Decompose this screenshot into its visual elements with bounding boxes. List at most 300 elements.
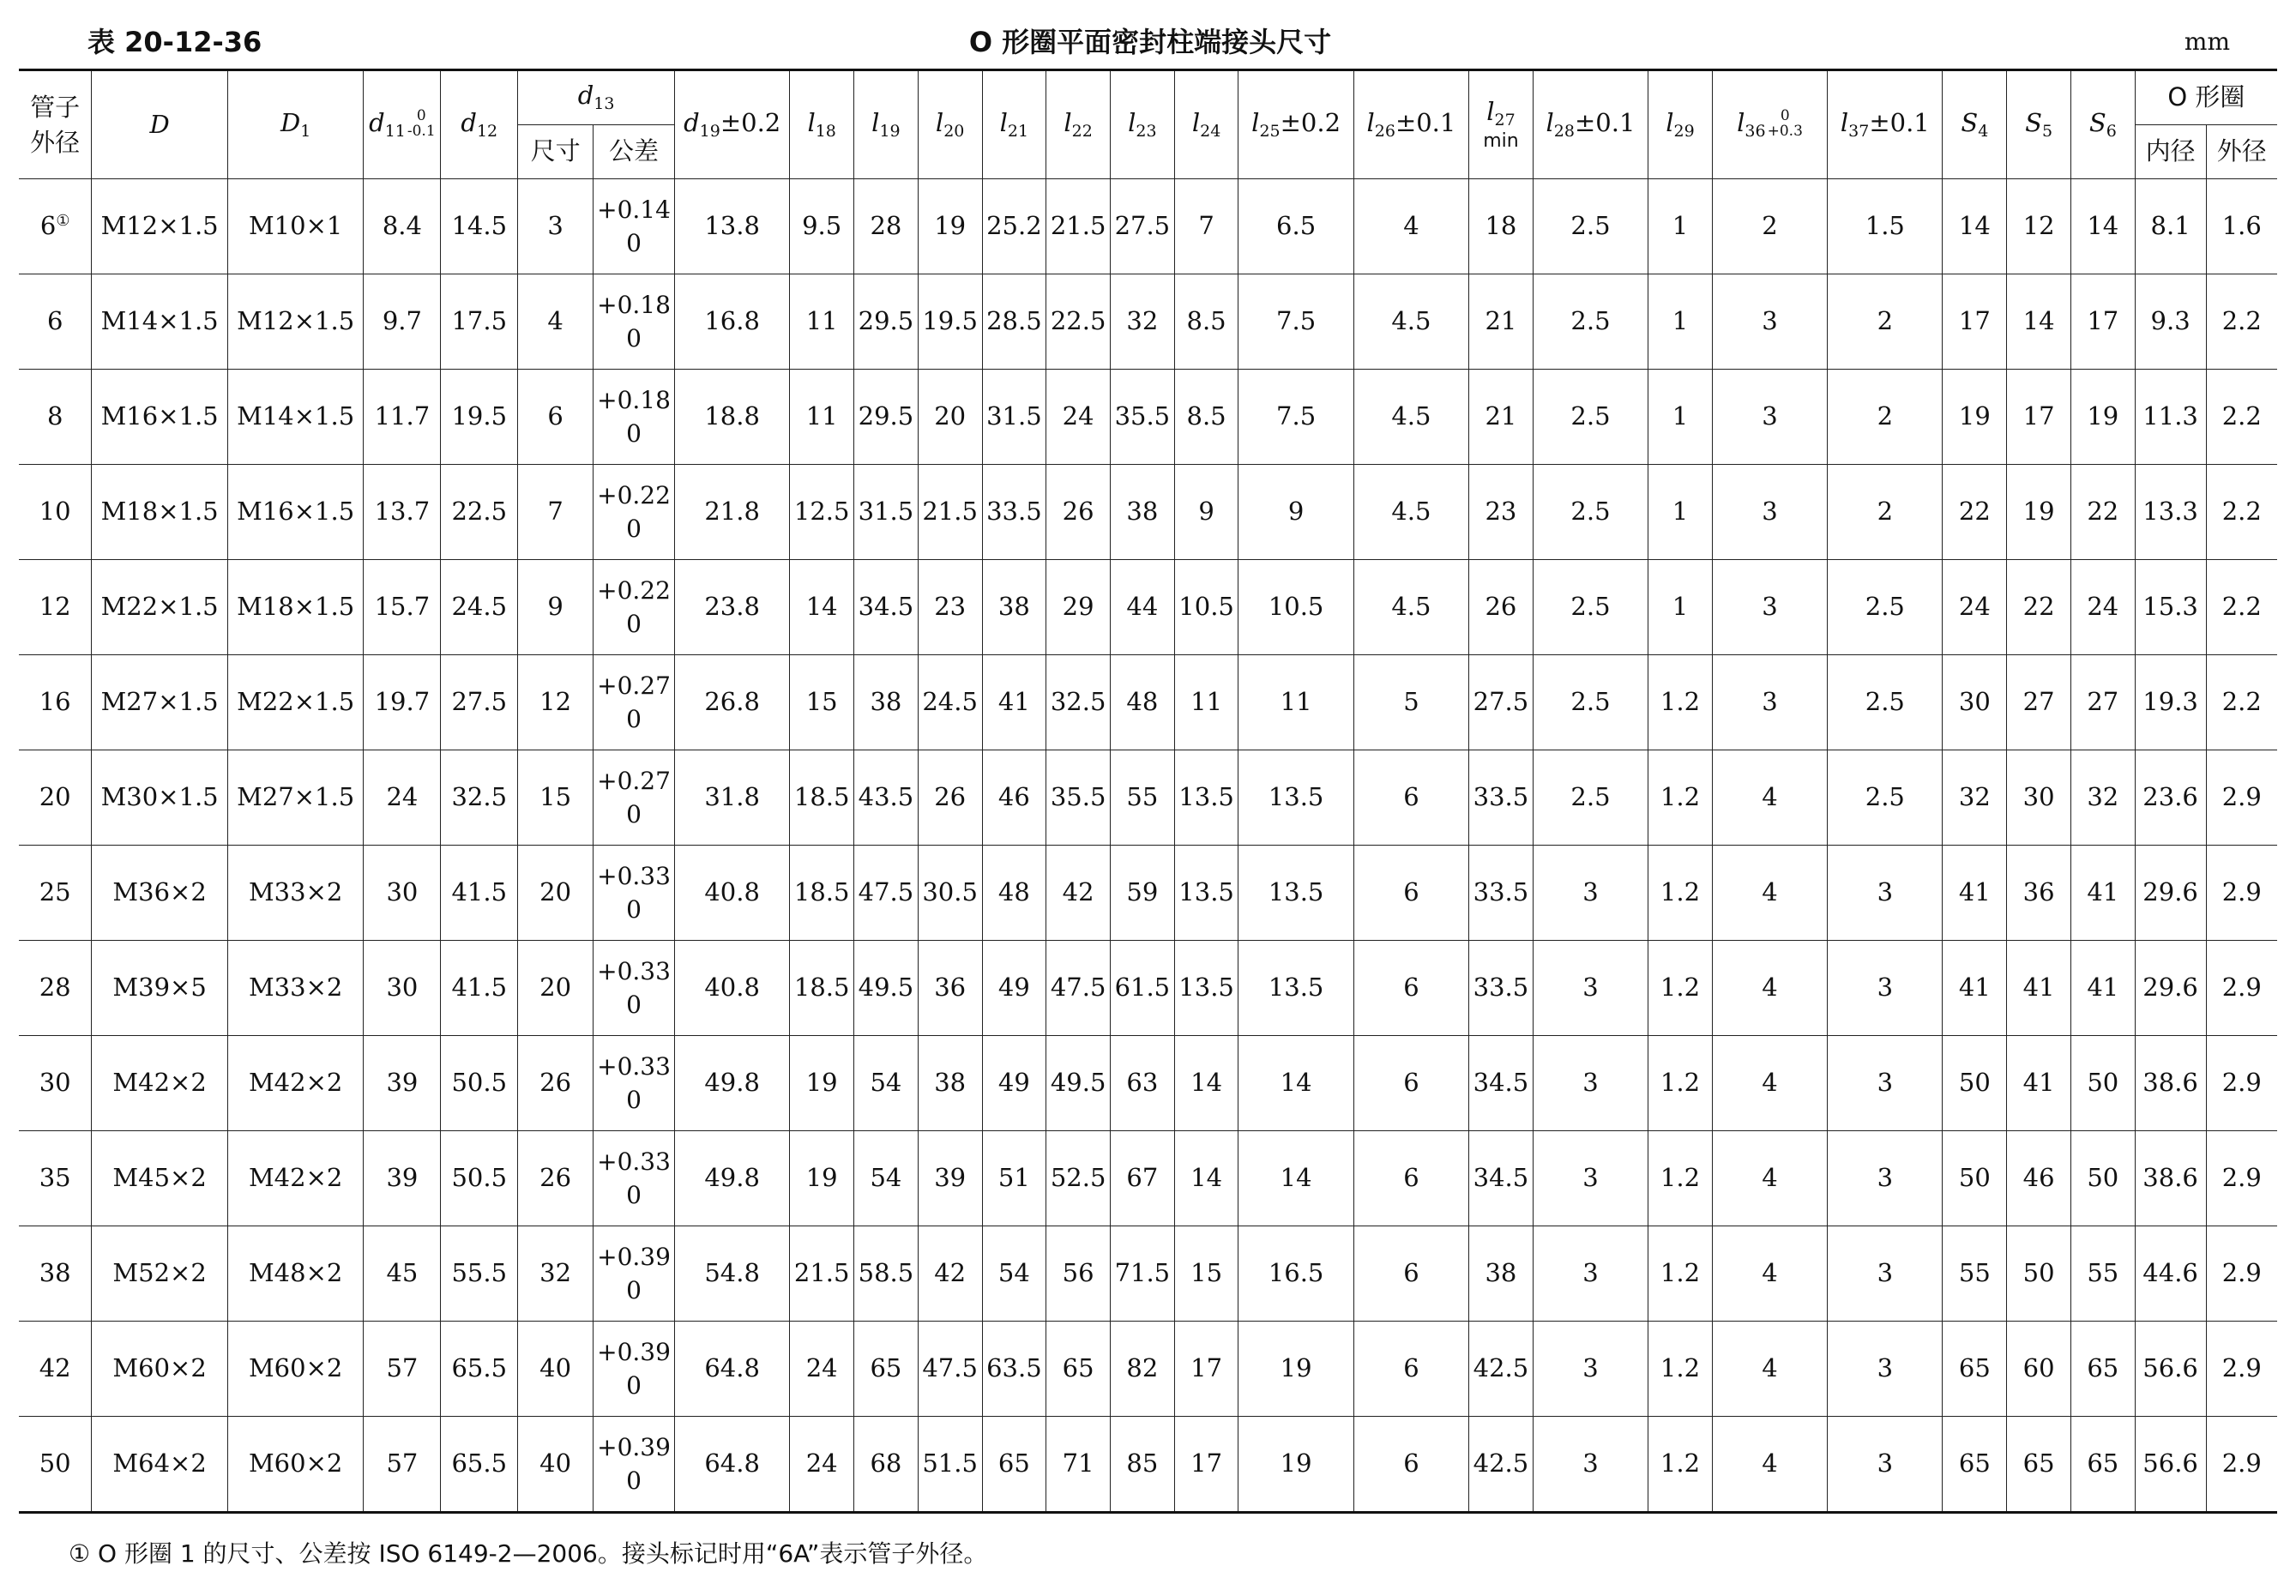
cell-l26: 4.5 <box>1353 370 1468 465</box>
cell-S5: 14 <box>2007 274 2071 370</box>
table-row <box>19 1417 2277 1513</box>
cell-l24: 14 <box>1174 1036 1238 1131</box>
cell-l36: 4 <box>1712 1131 1827 1226</box>
cell-oo: 2.9 <box>2206 1036 2277 1131</box>
cell-d13-tol: +0.22 0 <box>594 560 675 655</box>
cell-l36: 3 <box>1712 465 1827 560</box>
col-l22: $l_{22}$ <box>1046 70 1111 179</box>
cell-l29: 1.2 <box>1648 941 1713 1036</box>
cell-l37: 3 <box>1828 1417 1943 1513</box>
cell-l37: 2.5 <box>1828 750 1943 846</box>
cell-S4: 50 <box>1943 1131 2007 1226</box>
cell-S6: 19 <box>2070 370 2135 465</box>
cell-l23: 82 <box>1110 1322 1174 1417</box>
cell-d11: 19.7 <box>364 655 441 750</box>
cell-l29: 1.2 <box>1648 846 1713 941</box>
cell-S4: 17 <box>1943 274 2007 370</box>
cell-oo: 2.2 <box>2206 274 2277 370</box>
cell-S4: 50 <box>1943 1036 2007 1131</box>
cell-S5: 22 <box>2007 560 2071 655</box>
cell-d12: 65.5 <box>441 1322 518 1417</box>
table-row <box>19 465 2277 560</box>
cell-l28: 2.5 <box>1533 750 1648 846</box>
cell-d13-size: 40 <box>518 1322 594 1417</box>
cell-l19: 47.5 <box>854 846 919 941</box>
cell-l26: 6 <box>1353 941 1468 1036</box>
cell-od: 35 <box>19 1131 92 1226</box>
cell-l28: 2.5 <box>1533 655 1648 750</box>
cell-S6: 32 <box>2070 750 2135 846</box>
cell-od: 20 <box>19 750 92 846</box>
cell-od: 10 <box>19 465 92 560</box>
table-row <box>19 846 2277 941</box>
cell-l25: 14 <box>1238 1036 1353 1131</box>
cell-l26: 4.5 <box>1353 560 1468 655</box>
cell-l36: 4 <box>1712 1226 1827 1322</box>
cell-S4: 24 <box>1943 560 2007 655</box>
cell-d12: 50.5 <box>441 1131 518 1226</box>
cell-l36: 4 <box>1712 941 1827 1036</box>
cell-l22: 26 <box>1046 465 1111 560</box>
cell-l19: 28 <box>854 179 919 274</box>
cell-l22: 47.5 <box>1046 941 1111 1036</box>
cell-l18: 18.5 <box>790 846 854 941</box>
cell-S4: 19 <box>1943 370 2007 465</box>
cell-l27: 18 <box>1469 179 1534 274</box>
cell-d13-tol: +0.33 0 <box>594 846 675 941</box>
cell-l24: 9 <box>1174 465 1238 560</box>
cell-l28: 2.5 <box>1533 274 1648 370</box>
cell-l20: 21.5 <box>918 465 982 560</box>
col-l18: $l_{18}$ <box>790 70 854 179</box>
cell-oi: 23.6 <box>2135 750 2206 846</box>
cell-oi: 8.1 <box>2135 179 2206 274</box>
cell-S5: 30 <box>2007 750 2071 846</box>
cell-l28: 3 <box>1533 846 1648 941</box>
cell-l20: 19.5 <box>918 274 982 370</box>
cell-d19: 16.8 <box>675 274 790 370</box>
cell-d11: 11.7 <box>364 370 441 465</box>
cell-d13-tol: +0.39 0 <box>594 1322 675 1417</box>
cell-od: 6① <box>19 179 92 274</box>
col-l29: $l_{29}$ <box>1648 70 1713 179</box>
cell-l21: 33.5 <box>982 465 1046 560</box>
cell-l20: 23 <box>918 560 982 655</box>
cell-l36: 4 <box>1712 1036 1827 1131</box>
cell-d13-tol: +0.14 0 <box>594 179 675 274</box>
cell-l25: 19 <box>1238 1322 1353 1417</box>
cell-d12: 55.5 <box>441 1226 518 1322</box>
cell-l27: 38 <box>1469 1226 1534 1322</box>
cell-S6: 65 <box>2070 1417 2135 1513</box>
cell-l27: 33.5 <box>1469 846 1534 941</box>
cell-oi: 38.6 <box>2135 1131 2206 1226</box>
cell-d19: 13.8 <box>675 179 790 274</box>
cell-oi: 13.3 <box>2135 465 2206 560</box>
cell-l20: 30.5 <box>918 846 982 941</box>
cell-l22: 52.5 <box>1046 1131 1111 1226</box>
cell-D: M36×2 <box>92 846 228 941</box>
cell-D1: M10×1 <box>227 179 364 274</box>
cell-l25: 11 <box>1238 655 1353 750</box>
cell-l19: 31.5 <box>854 465 919 560</box>
table-row <box>19 941 2277 1036</box>
cell-l21: 51 <box>982 1131 1046 1226</box>
cell-S6: 50 <box>2070 1036 2135 1131</box>
cell-l36: 4 <box>1712 1322 1827 1417</box>
col-S6: $S_6$ <box>2070 70 2135 179</box>
cell-D: M22×1.5 <box>92 560 228 655</box>
cell-d11: 24 <box>364 750 441 846</box>
cell-oi: 15.3 <box>2135 560 2206 655</box>
cell-l18: 18.5 <box>790 941 854 1036</box>
cell-d13-size: 26 <box>518 1131 594 1226</box>
cell-d19: 40.8 <box>675 941 790 1036</box>
col-oring-outer: 外径 <box>2206 125 2277 179</box>
col-d11: $d_{11}0$ -0.1 <box>364 70 441 179</box>
cell-l19: 29.5 <box>854 370 919 465</box>
cell-d13-size: 7 <box>518 465 594 560</box>
cell-d13-size: 20 <box>518 941 594 1036</box>
table-row <box>19 179 2277 274</box>
cell-l23: 67 <box>1110 1131 1174 1226</box>
cell-oi: 29.6 <box>2135 941 2206 1036</box>
cell-D1: M60×2 <box>227 1417 364 1513</box>
cell-oo: 2.2 <box>2206 465 2277 560</box>
cell-od: 25 <box>19 846 92 941</box>
cell-d12: 41.5 <box>441 846 518 941</box>
col-pipe-od: 管子外径 <box>19 70 92 179</box>
cell-l21: 48 <box>982 846 1046 941</box>
cell-l18: 18.5 <box>790 750 854 846</box>
col-l27: $l_{27}$ min <box>1469 70 1534 179</box>
cell-l24: 17 <box>1174 1322 1238 1417</box>
table-number: 表 20-12-36 <box>87 26 262 58</box>
table-header <box>19 12 2281 63</box>
cell-d11: 39 <box>364 1131 441 1226</box>
cell-l27: 33.5 <box>1469 750 1534 846</box>
cell-l23: 59 <box>1110 846 1174 941</box>
cell-od: 42 <box>19 1322 92 1417</box>
cell-l20: 47.5 <box>918 1322 982 1417</box>
cell-d13-size: 3 <box>518 179 594 274</box>
cell-l25: 14 <box>1238 1131 1353 1226</box>
col-l25: $l_{25}\pm 0.2$ <box>1238 70 1353 179</box>
cell-l28: 2.5 <box>1533 179 1648 274</box>
cell-oi: 19.3 <box>2135 655 2206 750</box>
cell-l22: 21.5 <box>1046 179 1111 274</box>
cell-l37: 2 <box>1828 465 1943 560</box>
cell-l24: 10.5 <box>1174 560 1238 655</box>
cell-l37: 3 <box>1828 1226 1943 1322</box>
cell-oo: 2.2 <box>2206 560 2277 655</box>
cell-l22: 22.5 <box>1046 274 1111 370</box>
table-row <box>19 560 2277 655</box>
cell-S6: 41 <box>2070 941 2135 1036</box>
table-row <box>19 274 2277 370</box>
cell-D: M45×2 <box>92 1131 228 1226</box>
cell-l24: 13.5 <box>1174 941 1238 1036</box>
cell-l19: 29.5 <box>854 274 919 370</box>
cell-S6: 65 <box>2070 1322 2135 1417</box>
cell-d13-tol: +0.18 0 <box>594 370 675 465</box>
cell-l25: 10.5 <box>1238 560 1353 655</box>
cell-l22: 24 <box>1046 370 1111 465</box>
cell-oo: 2.9 <box>2206 941 2277 1036</box>
col-oring-inner: 内径 <box>2135 125 2206 179</box>
cell-l25: 16.5 <box>1238 1226 1353 1322</box>
cell-l24: 8.5 <box>1174 370 1238 465</box>
col-l20: $l_{20}$ <box>918 70 982 179</box>
cell-oi: 56.6 <box>2135 1322 2206 1417</box>
cell-oi: 38.6 <box>2135 1036 2206 1131</box>
cell-d13-tol: +0.27 0 <box>594 655 675 750</box>
cell-D1: M42×2 <box>227 1131 364 1226</box>
cell-S4: 14 <box>1943 179 2007 274</box>
cell-l19: 38 <box>854 655 919 750</box>
cell-l26: 6 <box>1353 846 1468 941</box>
cell-l29: 1.2 <box>1648 655 1713 750</box>
cell-l19: 43.5 <box>854 750 919 846</box>
cell-d11: 30 <box>364 846 441 941</box>
cell-l27: 42.5 <box>1469 1322 1534 1417</box>
cell-S6: 24 <box>2070 560 2135 655</box>
cell-S6: 41 <box>2070 846 2135 941</box>
cell-D: M60×2 <box>92 1322 228 1417</box>
table-title: O 形圈平面密封柱端接头尺寸 <box>968 26 1332 58</box>
cell-l18: 14 <box>790 560 854 655</box>
cell-l24: 11 <box>1174 655 1238 750</box>
cell-l36: 3 <box>1712 274 1827 370</box>
cell-l22: 42 <box>1046 846 1111 941</box>
cell-l22: 56 <box>1046 1226 1111 1322</box>
cell-l28: 2.5 <box>1533 465 1648 560</box>
cell-oo: 2.9 <box>2206 1417 2277 1513</box>
cell-S5: 41 <box>2007 941 2071 1036</box>
cell-d11: 13.7 <box>364 465 441 560</box>
dimension-table <box>19 69 2277 1514</box>
cell-l25: 6.5 <box>1238 179 1353 274</box>
col-d19: $d_{19}\pm 0.2$ <box>675 70 790 179</box>
cell-S5: 41 <box>2007 1036 2071 1131</box>
cell-l22: 32.5 <box>1046 655 1111 750</box>
cell-d12: 19.5 <box>441 370 518 465</box>
cell-S6: 50 <box>2070 1131 2135 1226</box>
cell-d13-size: 15 <box>518 750 594 846</box>
cell-l21: 49 <box>982 1036 1046 1131</box>
cell-od: 50 <box>19 1417 92 1513</box>
cell-d11: 8.4 <box>364 179 441 274</box>
cell-S5: 27 <box>2007 655 2071 750</box>
cell-S4: 22 <box>1943 465 2007 560</box>
cell-l23: 71.5 <box>1110 1226 1174 1322</box>
cell-l21: 54 <box>982 1226 1046 1322</box>
cell-l36: 3 <box>1712 560 1827 655</box>
cell-l36: 2 <box>1712 179 1827 274</box>
cell-oo: 2.9 <box>2206 1322 2277 1417</box>
cell-d13-size: 6 <box>518 370 594 465</box>
cell-l27: 21 <box>1469 274 1534 370</box>
cell-oo: 2.9 <box>2206 1131 2277 1226</box>
cell-D: M64×2 <box>92 1417 228 1513</box>
cell-D1: M22×1.5 <box>227 655 364 750</box>
cell-d13-size: 20 <box>518 846 594 941</box>
cell-D: M39×5 <box>92 941 228 1036</box>
cell-l29: 1 <box>1648 560 1713 655</box>
cell-l24: 17 <box>1174 1417 1238 1513</box>
cell-S5: 17 <box>2007 370 2071 465</box>
cell-l29: 1 <box>1648 370 1713 465</box>
cell-S5: 46 <box>2007 1131 2071 1226</box>
cell-d19: 49.8 <box>675 1131 790 1226</box>
cell-l22: 49.5 <box>1046 1036 1111 1131</box>
table-row <box>19 750 2277 846</box>
cell-l29: 1.2 <box>1648 750 1713 846</box>
cell-l21: 46 <box>982 750 1046 846</box>
cell-l29: 1.2 <box>1648 1322 1713 1417</box>
cell-l28: 3 <box>1533 941 1648 1036</box>
cell-l19: 58.5 <box>854 1226 919 1322</box>
cell-l19: 34.5 <box>854 560 919 655</box>
cell-l29: 1.2 <box>1648 1417 1713 1513</box>
cell-l24: 15 <box>1174 1226 1238 1322</box>
cell-l28: 3 <box>1533 1131 1648 1226</box>
cell-D1: M33×2 <box>227 941 364 1036</box>
cell-l37: 1.5 <box>1828 179 1943 274</box>
cell-S6: 55 <box>2070 1226 2135 1322</box>
footnote-marker: ① <box>56 212 70 231</box>
cell-oi: 9.3 <box>2135 274 2206 370</box>
cell-l23: 63 <box>1110 1036 1174 1131</box>
cell-l26: 6 <box>1353 1417 1468 1513</box>
cell-l22: 71 <box>1046 1417 1111 1513</box>
cell-l27: 21 <box>1469 370 1534 465</box>
cell-l23: 27.5 <box>1110 179 1174 274</box>
cell-d13-tol: +0.39 0 <box>594 1226 675 1322</box>
cell-d13-tol: +0.22 0 <box>594 465 675 560</box>
cell-l28: 3 <box>1533 1322 1648 1417</box>
cell-l19: 65 <box>854 1322 919 1417</box>
cell-d12: 41.5 <box>441 941 518 1036</box>
cell-D1: M33×2 <box>227 846 364 941</box>
cell-l36: 4 <box>1712 750 1827 846</box>
cell-l37: 2 <box>1828 370 1943 465</box>
cell-d12: 32.5 <box>441 750 518 846</box>
cell-l36: 4 <box>1712 846 1827 941</box>
cell-D1: M12×1.5 <box>227 274 364 370</box>
cell-D1: M14×1.5 <box>227 370 364 465</box>
cell-od: 16 <box>19 655 92 750</box>
cell-d13-tol: +0.18 0 <box>594 274 675 370</box>
cell-l21: 28.5 <box>982 274 1046 370</box>
cell-d13-tol: +0.33 0 <box>594 1036 675 1131</box>
cell-l23: 55 <box>1110 750 1174 846</box>
col-D1: $D_1$ <box>227 70 364 179</box>
cell-l27: 34.5 <box>1469 1131 1534 1226</box>
cell-d13-size: 12 <box>518 655 594 750</box>
col-D: D <box>92 70 228 179</box>
cell-d19: 54.8 <box>675 1226 790 1322</box>
cell-oi: 11.3 <box>2135 370 2206 465</box>
cell-S4: 41 <box>1943 941 2007 1036</box>
cell-l29: 1 <box>1648 465 1713 560</box>
col-oring-group: O 形圈 <box>2135 70 2277 125</box>
cell-l19: 49.5 <box>854 941 919 1036</box>
cell-oo: 2.2 <box>2206 655 2277 750</box>
cell-S5: 19 <box>2007 465 2071 560</box>
cell-od: 6 <box>19 274 92 370</box>
cell-d12: 14.5 <box>441 179 518 274</box>
cell-l18: 24 <box>790 1322 854 1417</box>
footnote: ① O 形圈 1 的尺寸、公差按 ISO 6149-2—2006。接头标记时用“6A”表示管子外径。 <box>69 1539 988 1568</box>
cell-l20: 19 <box>918 179 982 274</box>
cell-d12: 22.5 <box>441 465 518 560</box>
cell-d11: 9.7 <box>364 274 441 370</box>
cell-d11: 57 <box>364 1417 441 1513</box>
col-d13-size: 尺寸 <box>518 125 594 179</box>
cell-l18: 24 <box>790 1417 854 1513</box>
cell-l28: 3 <box>1533 1036 1648 1131</box>
cell-S6: 22 <box>2070 465 2135 560</box>
cell-l29: 1.2 <box>1648 1131 1713 1226</box>
col-S5: $S_5$ <box>2007 70 2071 179</box>
cell-l19: 54 <box>854 1036 919 1131</box>
cell-l22: 35.5 <box>1046 750 1111 846</box>
cell-l26: 5 <box>1353 655 1468 750</box>
cell-l37: 3 <box>1828 846 1943 941</box>
cell-D1: M27×1.5 <box>227 750 364 846</box>
cell-l28: 3 <box>1533 1417 1648 1513</box>
col-l23: $l_{23}$ <box>1110 70 1174 179</box>
cell-l21: 41 <box>982 655 1046 750</box>
cell-l18: 19 <box>790 1131 854 1226</box>
cell-d19: 49.8 <box>675 1036 790 1131</box>
cell-d19: 64.8 <box>675 1322 790 1417</box>
cell-l23: 48 <box>1110 655 1174 750</box>
cell-l26: 4 <box>1353 179 1468 274</box>
cell-l26: 6 <box>1353 750 1468 846</box>
cell-l27: 26 <box>1469 560 1534 655</box>
cell-d12: 50.5 <box>441 1036 518 1131</box>
cell-l18: 21.5 <box>790 1226 854 1322</box>
cell-l24: 7 <box>1174 179 1238 274</box>
cell-oo: 2.2 <box>2206 370 2277 465</box>
cell-l26: 6 <box>1353 1226 1468 1322</box>
cell-d13-tol: +0.39 0 <box>594 1417 675 1513</box>
cell-D: M42×2 <box>92 1036 228 1131</box>
cell-d11: 39 <box>364 1036 441 1131</box>
col-d12: $d_{12}$ <box>441 70 518 179</box>
cell-l21: 25.2 <box>982 179 1046 274</box>
cell-D: M14×1.5 <box>92 274 228 370</box>
col-d13-tolerance: 公差 <box>594 125 675 179</box>
cell-S4: 65 <box>1943 1322 2007 1417</box>
cell-oo: 2.9 <box>2206 1226 2277 1322</box>
cell-od: 12 <box>19 560 92 655</box>
cell-d11: 30 <box>364 941 441 1036</box>
cell-l28: 2.5 <box>1533 560 1648 655</box>
cell-l24: 13.5 <box>1174 750 1238 846</box>
cell-od: 8 <box>19 370 92 465</box>
cell-l23: 44 <box>1110 560 1174 655</box>
unit-label: mm <box>2184 27 2230 56</box>
cell-S5: 60 <box>2007 1322 2071 1417</box>
cell-l23: 38 <box>1110 465 1174 560</box>
cell-d13-tol: +0.33 0 <box>594 1131 675 1226</box>
cell-l27: 27.5 <box>1469 655 1534 750</box>
cell-l21: 63.5 <box>982 1322 1046 1417</box>
cell-l29: 1 <box>1648 179 1713 274</box>
